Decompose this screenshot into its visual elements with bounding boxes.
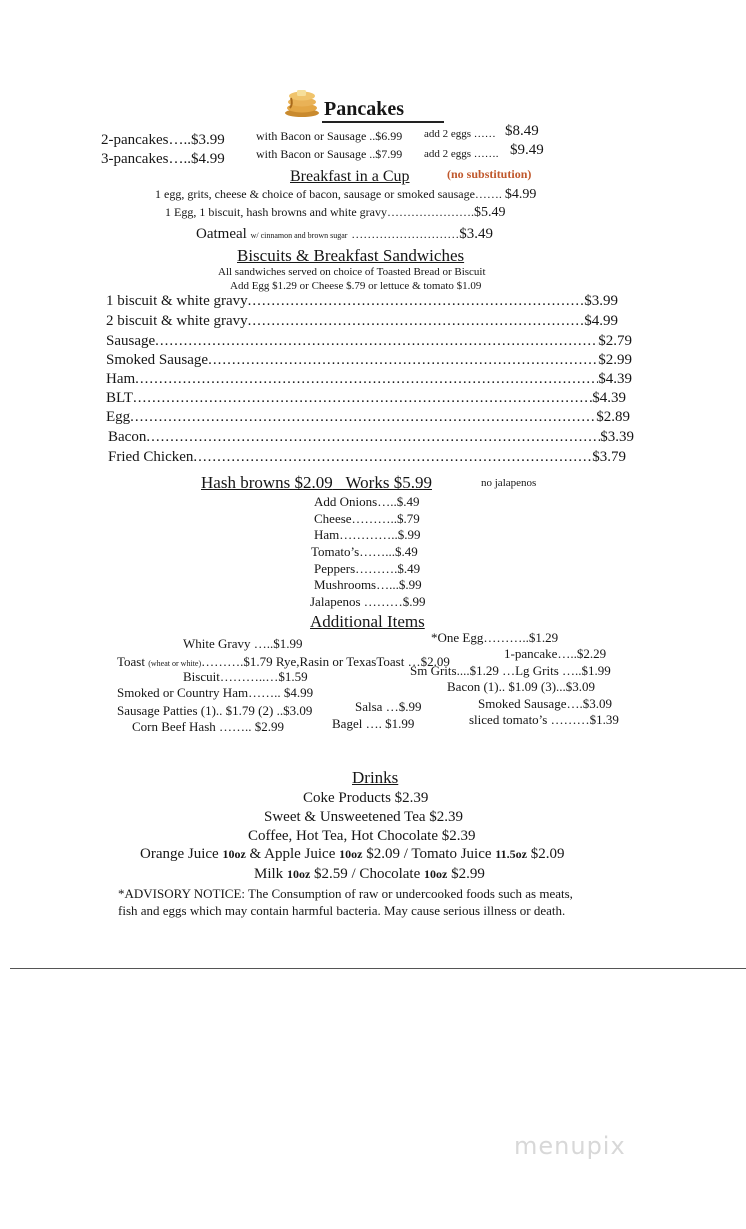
pancake-eggs-option: add 2 eggs ……	[424, 128, 496, 140]
additional-item: Salsa …$.99	[355, 699, 422, 714]
additional-item: Biscuit………..…$1.59	[183, 669, 308, 684]
breakfast-cup-item: 1 egg, grits, cheese & choice of bacon, sausage or smoked sausage……. $4.99	[155, 187, 537, 202]
pancake-name: 2-pancakes…..$3.99	[101, 132, 225, 148]
additional-title: Additional Items	[310, 612, 425, 631]
additional-item: Sausage Patties (1).. $1.79 (2) ..$3.09	[117, 703, 313, 718]
drink-item: Orange Juice 10oz & Apple Juice 10oz $2.09 / Tomato Juice 11.5oz $2.09	[140, 846, 565, 862]
pancakes-title-underline	[322, 121, 444, 123]
drinks-title: Drinks	[352, 768, 399, 787]
menu-item: 2 biscuit & white gravy ..... $4.99	[106, 313, 618, 330]
watermark: menupix	[514, 1132, 626, 1160]
breakfast-cup-title: Breakfast in a Cup	[290, 168, 410, 185]
additional-item: Corn Beef Hash …….. $2.99	[132, 719, 285, 734]
hash-addon: Tomato’s……...$.49	[311, 544, 418, 559]
hash-browns-title: Hash browns $2.09 Works $5.99	[201, 473, 432, 492]
additional-item: Bagel …. $1.99	[332, 716, 415, 731]
menu-item: Fried Chicken ..... $3.79	[108, 449, 626, 466]
biscuits-subtitle: All sandwiches served on choice of Toasted Bread or Biscuit	[218, 266, 486, 278]
drink-item: Coffee, Hot Tea, Hot Chocolate $2.39	[248, 828, 476, 844]
drink-item: Milk 10oz $2.59 / Chocolate 10oz $2.99	[254, 866, 485, 882]
menu-item: Sausage ..... $2.79	[106, 333, 632, 350]
drink-item: Sweet & Unsweetened Tea $2.39	[264, 809, 464, 825]
hash-addon: Cheese………..$.79	[314, 511, 420, 526]
additional-item: Smoked Sausage….$3.09	[478, 696, 612, 711]
hash-addon: Add Onions…..$.49	[314, 494, 420, 509]
biscuits-title: Biscuits & Breakfast Sandwiches	[237, 246, 465, 265]
pancake-bacon-option: with Bacon or Sausage ..$6.99	[256, 129, 403, 143]
additional-item: Sm Grits....$1.29 …Lg Grits …..$1.99	[410, 663, 611, 678]
menu-item: 1 biscuit & white gravy ..... $3.99	[106, 293, 618, 310]
menu-item: Bacon ..... $3.39	[108, 429, 634, 446]
pancake-name: 3-pancakes…..$4.99	[101, 151, 225, 167]
additional-item: Bacon (1).. $1.09 (3)...$3.09	[447, 679, 596, 694]
biscuits-addons: Add Egg $1.29 or Cheese $.79 or lettuce & tomato $1.09	[230, 280, 482, 292]
drink-item: Coke Products $2.39	[303, 790, 429, 806]
page-bottom-rule	[10, 968, 746, 969]
advisory-line: *ADVISORY NOTICE: The Consumption of raw or undercooked foods such as meats,	[118, 886, 573, 901]
pancake-eggs-price: $9.49	[510, 142, 544, 158]
hash-addon: Ham…………..$.99	[314, 527, 421, 542]
oatmeal-item: Oatmeal w/ cinnamon and brown sugar ………………………$3.49	[196, 226, 493, 242]
hash-browns-note: no jalapenos	[481, 477, 537, 489]
menu-item: Egg ..... $2.89	[106, 409, 630, 426]
hash-addon: Peppers……….$.49	[314, 561, 421, 576]
pancake-stack-icon	[283, 86, 321, 123]
pancake-eggs-option: add 2 eggs …….	[424, 148, 499, 160]
additional-item: *One Egg………..$1.29	[431, 630, 559, 645]
menu-item: BLT ..... $4.39	[106, 390, 626, 407]
additional-item: 1-pancake…..$2.29	[504, 646, 607, 661]
pancake-eggs-price: $8.49	[505, 123, 539, 139]
breakfast-cup-note: (no substitution)	[447, 167, 532, 181]
additional-item: Toast (wheat or white)……….$1.79 Rye,Rasin or TexasToast …$2.09	[117, 654, 450, 669]
menu-item: Ham ..... $4.39	[106, 371, 632, 388]
additional-item: Smoked or Country Ham…….. $4.99	[117, 685, 314, 700]
hash-addon: Jalapenos ………$.99	[310, 594, 426, 609]
advisory-line: fish and eggs which may contain harmful bacteria. May cause serious illness or death.	[118, 903, 566, 918]
pancake-bacon-option: with Bacon or Sausage ..$7.99	[256, 147, 403, 161]
pancakes-title: Pancakes	[324, 98, 404, 120]
additional-item: sliced tomato’s ………$1.39	[469, 712, 619, 727]
menu-item: Smoked Sausage ..... $2.99	[106, 352, 632, 369]
breakfast-cup-item: 1 Egg, 1 biscuit, hash browns and white gravy………………….$5.49	[165, 205, 506, 220]
hash-addon: Mushrooms…...$.99	[314, 577, 422, 592]
additional-item: White Gravy …..$1.99	[183, 636, 303, 651]
